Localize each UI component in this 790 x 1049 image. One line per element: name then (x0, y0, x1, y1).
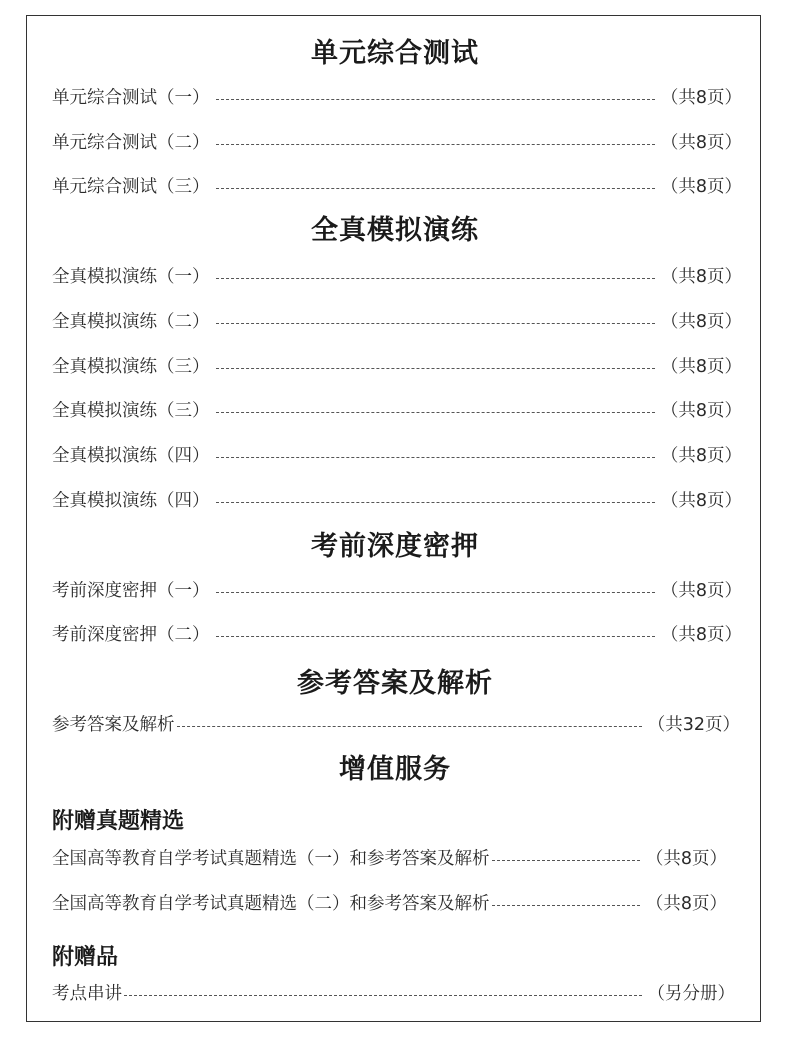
toc-item-label: 全真模拟演练（三） (52, 401, 210, 421)
toc-leader (216, 636, 655, 637)
toc-item-label: 全真模拟演练（四） (52, 446, 210, 466)
toc-item[interactable] (52, 310, 742, 334)
toc-leader (216, 188, 655, 189)
toc-item-label: 全真模拟演练（二） (52, 312, 210, 332)
toc-item-label: 单元综合测试（二） (52, 133, 210, 153)
toc-item[interactable] (52, 399, 742, 423)
toc-item-label: 考前深度密押（一） (52, 581, 210, 601)
toc-item-label: 全国高等教育自学考试真题精选（二）和参考答案及解析 (52, 894, 490, 914)
toc-item-pages: （共8页） (660, 446, 742, 466)
toc-item-pages: （另分册） (647, 984, 735, 1004)
toc-item-pages: （共32页） (647, 715, 740, 735)
toc-item[interactable] (52, 713, 740, 737)
toc-item[interactable] (52, 579, 742, 603)
toc-item-pages: （共8页） (660, 177, 742, 197)
toc-item[interactable] (52, 489, 742, 513)
toc-leader (492, 860, 640, 861)
toc-item[interactable] (52, 355, 742, 379)
toc-item[interactable] (52, 265, 742, 289)
toc-item[interactable] (52, 623, 742, 647)
toc-item-pages: （共8页） (660, 401, 742, 421)
toc-leader (492, 905, 640, 906)
toc-leader (216, 99, 655, 100)
section-title-final-predictions: 考前深度密押 (311, 531, 479, 562)
section-title-answers: 参考答案及解析 (297, 668, 493, 699)
section-title-value-added: 增值服务 (339, 754, 451, 785)
toc-item-pages: （共8页） (660, 312, 742, 332)
toc-item-label: 全真模拟演练（四） (52, 491, 210, 511)
subsection-title-gifts: 附赠品 (52, 945, 119, 970)
toc-item[interactable] (52, 892, 727, 916)
toc-leader (216, 323, 655, 324)
toc-leader (216, 278, 655, 279)
toc-item-pages: （共8页） (660, 88, 742, 108)
toc-item-pages: （共8页） (645, 849, 727, 869)
toc-leader (216, 412, 655, 413)
toc-leader (216, 144, 655, 145)
toc-leader (216, 368, 655, 369)
toc-item-pages: （共8页） (660, 357, 742, 377)
toc-item-label: 考点串讲 (52, 984, 122, 1004)
section-title-mock-exams: 全真模拟演练 (311, 215, 479, 246)
toc-item-pages: （共8页） (660, 625, 742, 645)
toc-leader (124, 995, 642, 996)
toc-item-label: 全真模拟演练（三） (52, 357, 210, 377)
toc-item-label: 全国高等教育自学考试真题精选（一）和参考答案及解析 (52, 849, 490, 869)
toc-item[interactable] (52, 444, 742, 468)
toc-item-pages: （共8页） (645, 894, 727, 914)
toc-item-label: 参考答案及解析 (52, 715, 175, 735)
toc-item-pages: （共8页） (660, 491, 742, 511)
toc-item-label: 单元综合测试（三） (52, 177, 210, 197)
toc-leader (216, 457, 655, 458)
toc-leader (216, 592, 655, 593)
toc-item-label: 单元综合测试（一） (52, 88, 210, 108)
toc-item[interactable] (52, 131, 742, 155)
section-title-unit-tests: 单元综合测试 (311, 38, 479, 69)
toc-leader (216, 502, 655, 503)
toc-item-pages: （共8页） (660, 133, 742, 153)
toc-item[interactable] (52, 86, 742, 110)
toc-item-pages: （共8页） (660, 581, 742, 601)
toc-item-label: 全真模拟演练（一） (52, 267, 210, 287)
toc-leader (177, 726, 642, 727)
toc-item-pages: （共8页） (660, 267, 742, 287)
toc-item-label: 考前深度密押（二） (52, 625, 210, 645)
subsection-title-past-papers: 附赠真题精选 (52, 809, 185, 834)
toc-item[interactable] (52, 982, 735, 1006)
toc-item[interactable] (52, 847, 727, 871)
toc-item[interactable] (52, 175, 742, 199)
